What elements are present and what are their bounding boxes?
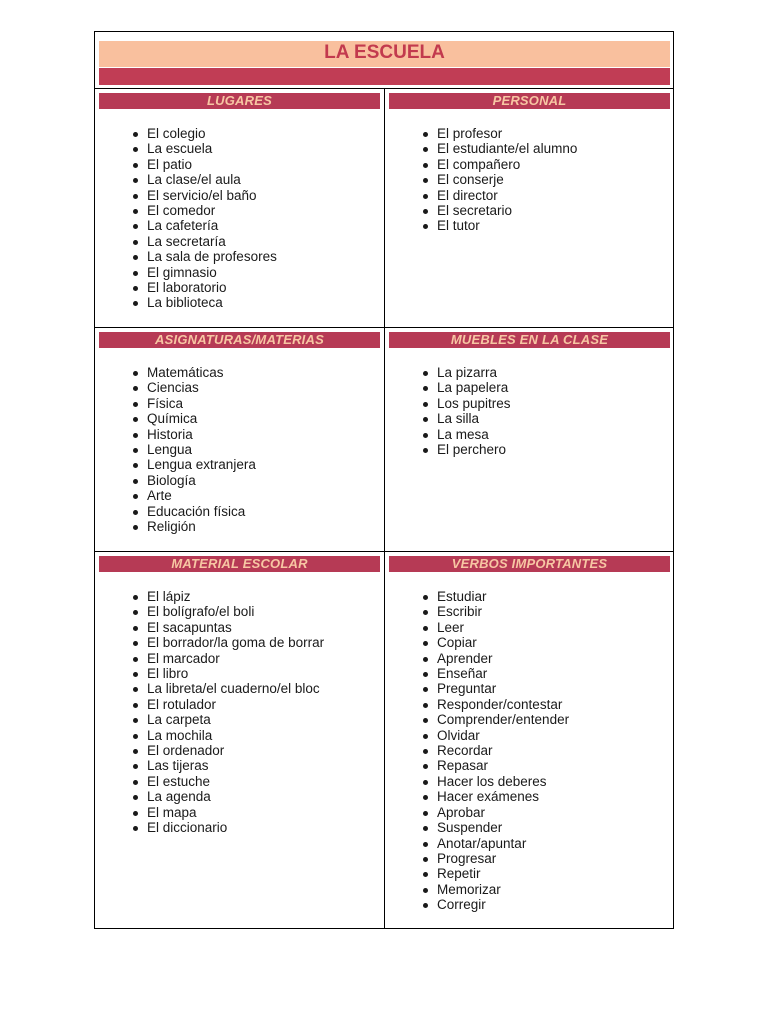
list-item: Leer [437,620,569,635]
list-item: La agenda [147,789,324,804]
section-lugares [95,89,384,327]
list-item: Anotar/apuntar [437,836,569,851]
list-item: El profesor [437,126,577,141]
list-item: El comedor [147,203,277,218]
list-item: El laboratorio [147,280,277,295]
list-item: Ciencias [147,380,256,395]
list-personal [385,126,577,234]
list-item: Las tijeras [147,758,324,773]
list-item: Aprobar [437,805,569,820]
list-item: El lápiz [147,589,324,604]
list-item: La clase/el aula [147,172,277,187]
list-item: El perchero [437,442,511,457]
list-item: El sacapuntas [147,620,324,635]
list-item: El conserje [437,172,577,187]
list-item: Corregir [437,897,569,912]
list-item: El libro [147,666,324,681]
list-item: La cafetería [147,218,277,233]
list-item: El mapa [147,805,324,820]
list-verbos [385,589,569,913]
list-item: Comprender/entender [437,712,570,728]
list-item: Matemáticas [147,365,256,380]
list-item: El diccionario [147,820,324,835]
section-header-material: MATERIAL ESCOLAR [99,556,380,572]
list-item: La silla [437,411,511,426]
list-item: Preguntar [437,681,569,696]
section-header-verbos: VERBOS IMPORTANTES [389,556,670,572]
list-item: El secretario [437,203,577,218]
list-item: Olvidar [437,728,569,743]
title-underbar [99,68,670,85]
section-header-personal: PERSONAL [389,93,670,109]
list-item: La libreta/el cuaderno/el bloc [147,681,324,696]
list-item: Repetir [437,866,569,881]
list-item: La escuela [147,141,277,156]
section-header-muebles: MUEBLES EN LA CLASE [389,332,670,348]
list-lugares [95,126,277,311]
list-item: El estuche [147,774,324,789]
vocabulary-table [94,31,674,929]
list-item: La mochila [147,728,324,743]
list-item: Hacer exámenes [437,789,569,804]
list-item: Física [147,396,256,411]
list-item: El rotulador [147,697,324,712]
list-item: El servicio/el baño [147,188,277,203]
section-muebles [385,328,674,551]
list-item: El tutor [437,218,577,233]
section-header-asignaturas: ASIGNATURAS/MATERIAS [99,332,380,348]
list-item: Los pupitres [437,395,511,411]
list-item: Religión [147,519,256,534]
list-item: Escribir [437,604,569,619]
title-area [95,32,673,89]
list-item: Responder/contestar [437,697,569,712]
list-material [95,589,324,836]
section-material [95,552,384,928]
list-item: El estudiante/el alumno [437,141,578,157]
list-item: Lengua [147,442,256,457]
list-item: La pizarra [437,365,511,380]
section-header-lugares: LUGARES [99,93,380,109]
list-muebles [385,365,511,457]
list-item: El ordenador [147,743,324,758]
list-item: El marcador [147,651,324,666]
list-item: Historia [147,427,256,442]
list-item: Arte [147,488,256,503]
list-item: El gimnasio [147,265,277,280]
section-asignaturas [95,328,384,551]
list-item: El colegio [147,126,277,141]
list-item: La sala de profesores [147,249,277,265]
list-item: El borrador/la goma de borrar [147,635,325,651]
list-item: La papelera [437,380,511,395]
list-item: Suspender [437,820,569,835]
list-item: Enseñar [437,666,569,681]
list-item: Progresar [437,851,569,866]
section-verbos [385,552,674,928]
list-item: Biología [147,473,256,488]
list-item: Hacer los deberes [437,774,569,789]
list-item: Memorizar [437,882,569,897]
list-item: El bolígrafo/el boli [147,604,324,619]
list-item: El patio [147,157,277,172]
list-item: Repasar [437,758,569,773]
list-item: La mesa [437,427,511,442]
list-item: El compañero [437,157,577,172]
list-item: La biblioteca [147,295,277,310]
list-item: Educación física [147,504,256,519]
list-item: Copiar [437,635,569,650]
page-title: LA ESCUELA [99,41,670,67]
list-item: El director [437,188,577,203]
list-asignaturas [95,365,256,534]
list-item: Química [147,411,256,426]
list-item: La secretaría [147,234,277,249]
list-item: Lengua extranjera [147,457,256,473]
section-personal [385,89,674,327]
list-item: Recordar [437,743,569,758]
list-item: La carpeta [147,712,324,727]
list-item: Aprender [437,651,569,666]
list-item: Estudiar [437,589,569,604]
